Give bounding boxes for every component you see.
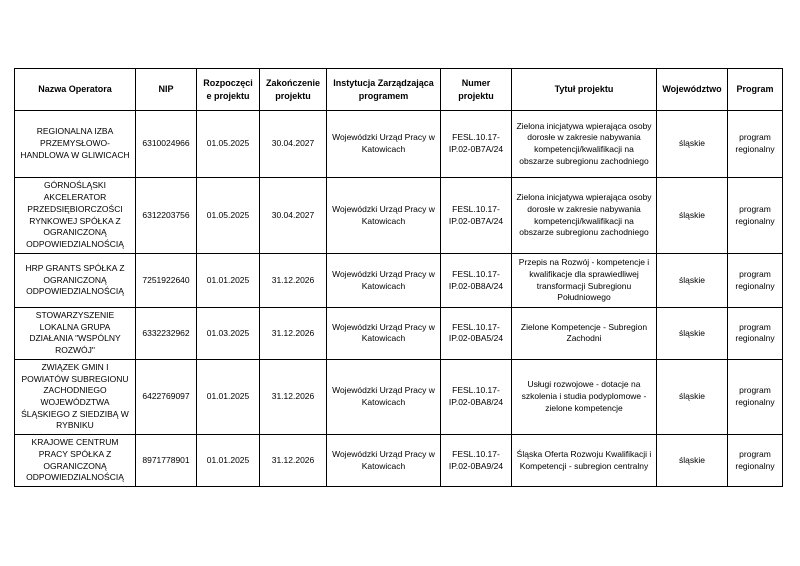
- col-header-voivodeship: Województwo: [657, 69, 728, 111]
- cell-operator: GÓRNOŚLĄSKI AKCELERATOR PRZEDSIĘBIORCZOŚCI RYNKOWEJ SPÓŁKA Z OGRANICZONĄ ODPOWIEDZIALNOŚCIĄ: [15, 178, 136, 254]
- cell-title: Zielona inicjatywa wpierająca osoby dorosłe w zakresie nabywania kompetencji/kwalifikacji na obszarze subregionu zachodniego: [512, 111, 657, 178]
- table-row: [15, 178, 783, 254]
- cell-institution: Wojewódzki Urząd Pracy w Katowicach: [327, 178, 441, 254]
- col-header-institution: Instytucja Zarządzająca programem: [327, 69, 441, 111]
- cell-start: 01.05.2025: [197, 178, 260, 254]
- cell-program: program regionalny: [728, 111, 783, 178]
- cell-voivodeship: śląskie: [657, 308, 728, 360]
- cell-start: 01.03.2025: [197, 308, 260, 360]
- cell-number: FESL.10.17-IP.02-0BA8/24: [441, 359, 512, 434]
- table-row: [15, 111, 783, 178]
- col-header-program: Program: [728, 69, 783, 111]
- cell-number: FESL.10.17-IP.02-0B8A/24: [441, 254, 512, 308]
- cell-institution: Wojewódzki Urząd Pracy w Katowicach: [327, 435, 441, 487]
- cell-title: Śląska Oferta Rozwoju Kwalifikacji i Kompetencji - subregion centralny: [512, 435, 657, 487]
- table-row: [15, 435, 783, 487]
- col-header-nip: NIP: [136, 69, 197, 111]
- cell-voivodeship: śląskie: [657, 178, 728, 254]
- cell-number: FESL.10.17-IP.02-0B7A/24: [441, 111, 512, 178]
- cell-nip: 7251922640: [136, 254, 197, 308]
- table-row: [15, 254, 783, 308]
- cell-institution: Wojewódzki Urząd Pracy w Katowicach: [327, 308, 441, 360]
- cell-number: FESL.10.17-IP.02-0BA9/24: [441, 435, 512, 487]
- table-row: [15, 359, 783, 434]
- col-header-number: Numer projektu: [441, 69, 512, 111]
- cell-end: 31.12.2026: [260, 359, 327, 434]
- cell-nip: 8971778901: [136, 435, 197, 487]
- cell-title: Zielone Kompetencje - Subregion Zachodni: [512, 308, 657, 360]
- cell-operator: HRP GRANTS SPÓŁKA Z OGRANICZONĄ ODPOWIEDZIALNOŚCIĄ: [15, 254, 136, 308]
- cell-start: 01.01.2025: [197, 254, 260, 308]
- table-row: [15, 308, 783, 360]
- col-header-end: Zakończenie projektu: [260, 69, 327, 111]
- cell-end: 30.04.2027: [260, 111, 327, 178]
- cell-nip: 6332232962: [136, 308, 197, 360]
- cell-voivodeship: śląskie: [657, 254, 728, 308]
- cell-title: Przepis na Rozwój - kompetencje i kwalifikacje dla sprawiedliwej transformacji Subregionu Południowego: [512, 254, 657, 308]
- cell-program: program regionalny: [728, 435, 783, 487]
- cell-operator: STOWARZYSZENIE LOKALNA GRUPA DZIAŁANIA "WSPÓLNY ROZWÓJ": [15, 308, 136, 360]
- cell-voivodeship: śląskie: [657, 435, 728, 487]
- cell-start: 01.05.2025: [197, 111, 260, 178]
- cell-program: program regionalny: [728, 254, 783, 308]
- col-header-title: Tytuł projektu: [512, 69, 657, 111]
- cell-start: 01.01.2025: [197, 359, 260, 434]
- cell-program: program regionalny: [728, 308, 783, 360]
- cell-title: Usługi rozwojowe - dotacje na szkolenia i studia podyplomowe - zielone kompetencje: [512, 359, 657, 434]
- cell-program: program regionalny: [728, 178, 783, 254]
- cell-number: FESL.10.17-IP.02-0BA5/24: [441, 308, 512, 360]
- cell-nip: 6422769097: [136, 359, 197, 434]
- cell-institution: Wojewódzki Urząd Pracy w Katowicach: [327, 359, 441, 434]
- cell-voivodeship: śląskie: [657, 111, 728, 178]
- projects-table: [14, 68, 783, 487]
- cell-title: Zielona inicjatywa wpierająca osoby dorosłe w zakresie nabywania kompetencji/kwalifikacji na obszarze subregionu zachodniego: [512, 178, 657, 254]
- cell-end: 30.04.2027: [260, 178, 327, 254]
- cell-start: 01.01.2025: [197, 435, 260, 487]
- cell-operator: ZWIĄZEK GMIN I POWIATÓW SUBREGIONU ZACHODNIEGO WOJEWÓDZTWA ŚLĄSKIEGO Z SIEDZIBĄ W RYBNIKU: [15, 359, 136, 434]
- cell-institution: Wojewódzki Urząd Pracy w Katowicach: [327, 111, 441, 178]
- cell-end: 31.12.2026: [260, 254, 327, 308]
- cell-program: program regionalny: [728, 359, 783, 434]
- cell-institution: Wojewódzki Urząd Pracy w Katowicach: [327, 254, 441, 308]
- cell-number: FESL.10.17-IP.02-0B7A/24: [441, 178, 512, 254]
- cell-end: 31.12.2026: [260, 308, 327, 360]
- cell-nip: 6310024966: [136, 111, 197, 178]
- cell-operator: REGIONALNA IZBA PRZEMYSŁOWO-HANDLOWA W GLIWICACH: [15, 111, 136, 178]
- header-row: [15, 69, 783, 111]
- cell-voivodeship: śląskie: [657, 359, 728, 434]
- col-header-operator: Nazwa Operatora: [15, 69, 136, 111]
- cell-end: 31.12.2026: [260, 435, 327, 487]
- col-header-start: Rozpoczęcie projektu: [197, 69, 260, 111]
- cell-nip: 6312203756: [136, 178, 197, 254]
- cell-operator: KRAJOWE CENTRUM PRACY SPÓŁKA Z OGRANICZONĄ ODPOWIEDZIALNOŚCIĄ: [15, 435, 136, 487]
